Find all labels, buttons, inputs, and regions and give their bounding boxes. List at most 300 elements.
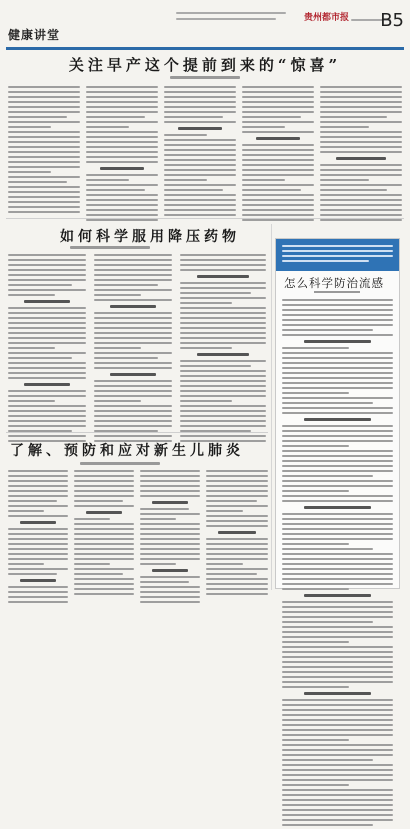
text-line	[140, 523, 200, 525]
text-line	[74, 573, 123, 575]
text-line	[8, 259, 86, 261]
text-line	[86, 121, 158, 123]
text-line	[8, 201, 80, 203]
text-line	[94, 385, 172, 387]
text-line	[282, 518, 393, 520]
text-line	[242, 91, 314, 93]
subheading	[100, 167, 143, 170]
text-line	[242, 126, 285, 128]
text-line	[140, 558, 200, 560]
text-line	[320, 136, 402, 138]
text-line	[8, 116, 67, 118]
text-line	[180, 327, 266, 329]
text-line	[8, 332, 86, 334]
text-line	[282, 804, 393, 806]
text-line	[242, 101, 314, 103]
text-line	[282, 440, 393, 442]
text-line	[8, 161, 80, 163]
text-line	[94, 362, 172, 364]
text-line	[86, 209, 158, 211]
text-line	[8, 568, 68, 570]
text-line	[94, 395, 172, 397]
text-line	[8, 312, 86, 314]
text-line	[140, 475, 200, 477]
text-line	[8, 141, 80, 143]
text-line	[94, 332, 172, 334]
text-line	[86, 141, 158, 143]
text-line	[140, 538, 200, 540]
text-line	[140, 480, 200, 482]
text-line	[180, 365, 251, 367]
text-line	[8, 131, 80, 133]
text-line	[282, 661, 393, 663]
text-line	[282, 709, 393, 711]
text-line	[242, 159, 314, 161]
text-line	[8, 279, 86, 281]
text-line	[282, 387, 393, 389]
text-line	[8, 96, 80, 98]
text-line	[8, 347, 55, 349]
text-line	[8, 101, 80, 103]
text-line	[180, 254, 266, 256]
text-line	[8, 357, 72, 359]
text-line	[8, 528, 68, 530]
text-line	[180, 259, 266, 261]
text-line	[242, 199, 314, 201]
subheading	[20, 521, 56, 524]
text-line	[8, 269, 86, 271]
text-line	[180, 322, 266, 324]
subheading	[336, 157, 385, 160]
text-line	[8, 372, 86, 374]
text-line	[242, 116, 301, 118]
text-line	[164, 214, 236, 216]
text-line	[164, 189, 223, 191]
text-line	[8, 352, 86, 354]
text-line	[320, 209, 402, 211]
text-line	[8, 176, 80, 178]
text-line	[86, 214, 158, 216]
text-line	[86, 151, 158, 153]
text-line	[282, 377, 393, 379]
text-line	[242, 184, 314, 186]
text-line	[140, 601, 200, 603]
text-line	[242, 144, 314, 146]
text-line	[320, 194, 402, 196]
text-line	[86, 184, 158, 186]
text-line	[8, 307, 86, 309]
text-line	[140, 513, 200, 515]
subheading	[152, 569, 188, 572]
text-line	[206, 573, 257, 575]
text-line	[8, 342, 86, 344]
text-line	[74, 548, 134, 550]
text-line	[94, 347, 141, 349]
subheading	[256, 137, 299, 140]
text-line	[8, 485, 68, 487]
article-2-column	[94, 254, 172, 445]
text-line	[94, 342, 172, 344]
text-line	[282, 490, 349, 492]
text-line	[180, 380, 266, 382]
text-line	[206, 588, 268, 590]
subheading	[304, 594, 371, 597]
text-line	[86, 101, 158, 103]
text-line	[8, 126, 51, 128]
text-line	[8, 121, 80, 123]
text-line	[86, 174, 158, 176]
text-line	[282, 681, 393, 683]
text-line	[8, 505, 68, 507]
text-line	[320, 214, 402, 216]
text-line	[74, 485, 134, 487]
text-line	[8, 327, 86, 329]
text-line	[8, 206, 80, 208]
text-line	[8, 377, 86, 379]
text-line	[8, 171, 51, 173]
text-line	[282, 724, 393, 726]
text-line	[320, 96, 402, 98]
text-line	[8, 322, 86, 324]
text-line	[206, 553, 268, 555]
text-line	[282, 397, 393, 399]
text-line	[242, 111, 314, 113]
text-line	[74, 505, 134, 507]
text-line	[94, 425, 172, 427]
text-line	[320, 126, 369, 128]
text-line	[282, 719, 393, 721]
text-line	[180, 302, 232, 304]
text-line	[74, 518, 110, 520]
text-line	[206, 538, 268, 540]
text-line	[282, 636, 393, 638]
text-line	[206, 563, 243, 565]
text-line	[242, 149, 314, 151]
text-line	[282, 329, 373, 331]
text-line	[320, 179, 369, 181]
article-divider	[6, 432, 268, 433]
article-2-column	[8, 254, 86, 445]
text-line	[8, 495, 68, 497]
article-1-headline: 关注早产这个提前到来的“惊喜”	[68, 56, 342, 74]
text-line	[8, 475, 68, 477]
text-line	[94, 322, 172, 324]
text-line	[8, 254, 86, 256]
text-line	[74, 490, 134, 492]
text-line	[8, 106, 80, 108]
text-line	[180, 307, 266, 309]
text-line	[180, 312, 266, 314]
text-line	[282, 425, 393, 427]
text-line	[282, 372, 393, 374]
text-line	[282, 784, 349, 786]
text-line	[282, 666, 393, 668]
text-line	[180, 390, 266, 392]
text-line	[282, 621, 373, 623]
text-line	[282, 676, 393, 678]
text-line	[8, 211, 80, 213]
text-line	[282, 450, 393, 452]
text-line	[140, 495, 200, 497]
article-1-column	[242, 86, 314, 224]
text-line	[282, 641, 349, 643]
text-line	[164, 116, 223, 118]
text-line	[282, 626, 393, 628]
text-line	[282, 334, 393, 336]
text-line	[282, 814, 393, 816]
text-line	[94, 405, 172, 407]
text-line	[140, 596, 200, 598]
subheading	[20, 579, 56, 582]
article-3-column	[206, 470, 268, 598]
text-line	[74, 500, 123, 502]
text-line	[282, 558, 393, 560]
text-line	[164, 184, 236, 186]
text-line	[164, 154, 236, 156]
text-line	[8, 264, 86, 266]
text-line	[94, 352, 172, 354]
text-line	[74, 480, 134, 482]
text-line	[8, 289, 86, 291]
text-line	[86, 156, 158, 158]
text-line	[8, 510, 44, 512]
text-line	[164, 91, 236, 93]
text-line	[320, 146, 402, 148]
text-line	[282, 568, 393, 570]
text-line	[8, 415, 86, 417]
text-line	[94, 420, 172, 422]
text-line	[140, 553, 200, 555]
text-line	[74, 578, 134, 580]
text-line	[8, 515, 68, 517]
article-2-headline: 如何科学服用降压药物	[60, 229, 240, 245]
text-line	[74, 563, 110, 565]
masthead	[6, 4, 404, 48]
text-line	[8, 91, 80, 93]
text-line	[8, 548, 68, 550]
text-line	[282, 656, 393, 658]
text-line	[140, 563, 176, 565]
text-line	[8, 558, 68, 560]
text-line	[206, 480, 268, 482]
text-line	[94, 317, 172, 319]
text-line	[206, 470, 268, 472]
subheading	[152, 501, 188, 504]
text-line	[8, 151, 80, 153]
text-line	[8, 395, 86, 397]
sidebar-body	[282, 299, 393, 829]
text-line	[86, 111, 158, 113]
text-line	[282, 367, 393, 369]
text-line	[282, 357, 393, 359]
text-line	[282, 583, 393, 585]
text-line	[180, 375, 266, 377]
text-line	[140, 470, 200, 472]
text-line	[282, 714, 393, 716]
text-line	[282, 744, 393, 746]
text-line	[282, 651, 393, 653]
text-line	[8, 553, 68, 555]
text-line	[282, 578, 393, 580]
text-line	[86, 204, 158, 206]
text-line	[320, 91, 402, 93]
text-line	[94, 367, 172, 369]
text-line	[8, 591, 68, 593]
text-line	[320, 204, 402, 206]
text-line	[180, 395, 266, 397]
text-line	[164, 111, 236, 113]
text-line	[8, 543, 68, 545]
text-line	[282, 299, 393, 301]
text-line	[8, 186, 80, 188]
text-line	[282, 480, 393, 482]
article-3-byline	[80, 462, 160, 465]
text-line	[206, 520, 268, 522]
text-line	[74, 583, 134, 585]
text-line	[282, 729, 393, 731]
text-line	[94, 337, 172, 339]
text-line	[282, 362, 393, 364]
text-line	[282, 412, 393, 414]
text-line	[8, 480, 68, 482]
text-line	[74, 523, 134, 525]
text-line	[282, 754, 393, 756]
text-line	[180, 297, 266, 299]
text-line	[320, 101, 402, 103]
text-line	[180, 332, 266, 334]
text-line	[164, 169, 236, 171]
text-line	[164, 96, 236, 98]
text-line	[74, 475, 134, 477]
subheading	[197, 353, 249, 356]
subheading	[304, 340, 371, 343]
text-line	[282, 769, 393, 771]
text-line	[164, 139, 236, 141]
text-line	[8, 500, 57, 502]
text-line	[206, 548, 268, 550]
column-divider	[271, 224, 272, 590]
text-line	[242, 194, 314, 196]
text-line	[282, 704, 393, 706]
text-line	[164, 174, 236, 176]
text-line	[94, 264, 172, 266]
text-line	[282, 606, 393, 608]
text-line	[164, 101, 236, 103]
text-line	[242, 189, 301, 191]
text-line	[164, 106, 236, 108]
text-line	[180, 420, 266, 422]
text-line	[140, 581, 189, 583]
text-line	[282, 430, 393, 432]
text-line	[242, 214, 314, 216]
text-line	[8, 563, 44, 565]
text-line	[8, 362, 86, 364]
text-line	[242, 174, 314, 176]
text-line	[86, 91, 158, 93]
text-line	[8, 156, 80, 158]
text-line	[282, 764, 393, 766]
text-line	[94, 357, 158, 359]
subheading	[197, 275, 249, 278]
text-line	[74, 588, 134, 590]
text-line	[8, 196, 80, 198]
text-line	[180, 360, 266, 362]
text-line	[206, 500, 257, 502]
text-line	[206, 475, 268, 477]
text-line	[94, 299, 172, 301]
text-line	[282, 314, 393, 316]
text-line	[94, 435, 172, 437]
text-line	[282, 513, 393, 515]
subheading	[86, 511, 122, 514]
text-line	[180, 385, 266, 387]
text-line	[320, 121, 402, 123]
text-line	[206, 515, 268, 517]
page-number: B5	[380, 10, 404, 31]
text-line	[86, 131, 158, 133]
text-line	[282, 749, 393, 751]
text-line	[164, 179, 207, 181]
text-line	[86, 116, 145, 118]
text-line	[74, 568, 134, 570]
text-line	[94, 400, 141, 402]
subheading	[304, 418, 371, 421]
text-line	[282, 616, 393, 618]
text-line	[180, 410, 266, 412]
article-3-column	[8, 470, 68, 606]
text-line	[282, 382, 393, 384]
article-2-byline	[70, 246, 150, 249]
text-line	[164, 144, 236, 146]
text-line	[8, 191, 80, 193]
sidebar-byline	[314, 291, 360, 293]
text-line	[206, 510, 243, 512]
sidebar-box	[275, 238, 400, 589]
text-line	[164, 86, 236, 88]
text-line	[282, 460, 393, 462]
text-line	[94, 254, 172, 256]
text-line	[282, 543, 349, 545]
masthead-rule	[6, 47, 404, 50]
text-line	[282, 304, 393, 306]
article-1-column	[164, 86, 236, 219]
text-line	[164, 209, 236, 211]
text-line	[8, 390, 86, 392]
text-line	[242, 219, 314, 221]
text-line	[8, 337, 86, 339]
text-line	[8, 538, 68, 540]
article-1-column	[8, 86, 80, 216]
text-line	[140, 586, 200, 588]
text-line	[180, 317, 266, 319]
subheading	[110, 305, 157, 308]
text-line	[282, 407, 393, 409]
text-line	[94, 390, 172, 392]
text-line	[206, 558, 268, 560]
text-line	[94, 415, 172, 417]
text-line	[74, 553, 134, 555]
text-line	[86, 179, 129, 181]
text-line	[8, 294, 55, 296]
text-line	[94, 294, 141, 296]
text-line	[282, 445, 349, 447]
section-title: 健康讲堂	[8, 28, 61, 42]
text-line	[320, 86, 402, 88]
masthead-meta-line	[176, 18, 276, 20]
text-line	[94, 284, 158, 286]
text-line	[140, 543, 200, 545]
text-line	[282, 824, 373, 826]
